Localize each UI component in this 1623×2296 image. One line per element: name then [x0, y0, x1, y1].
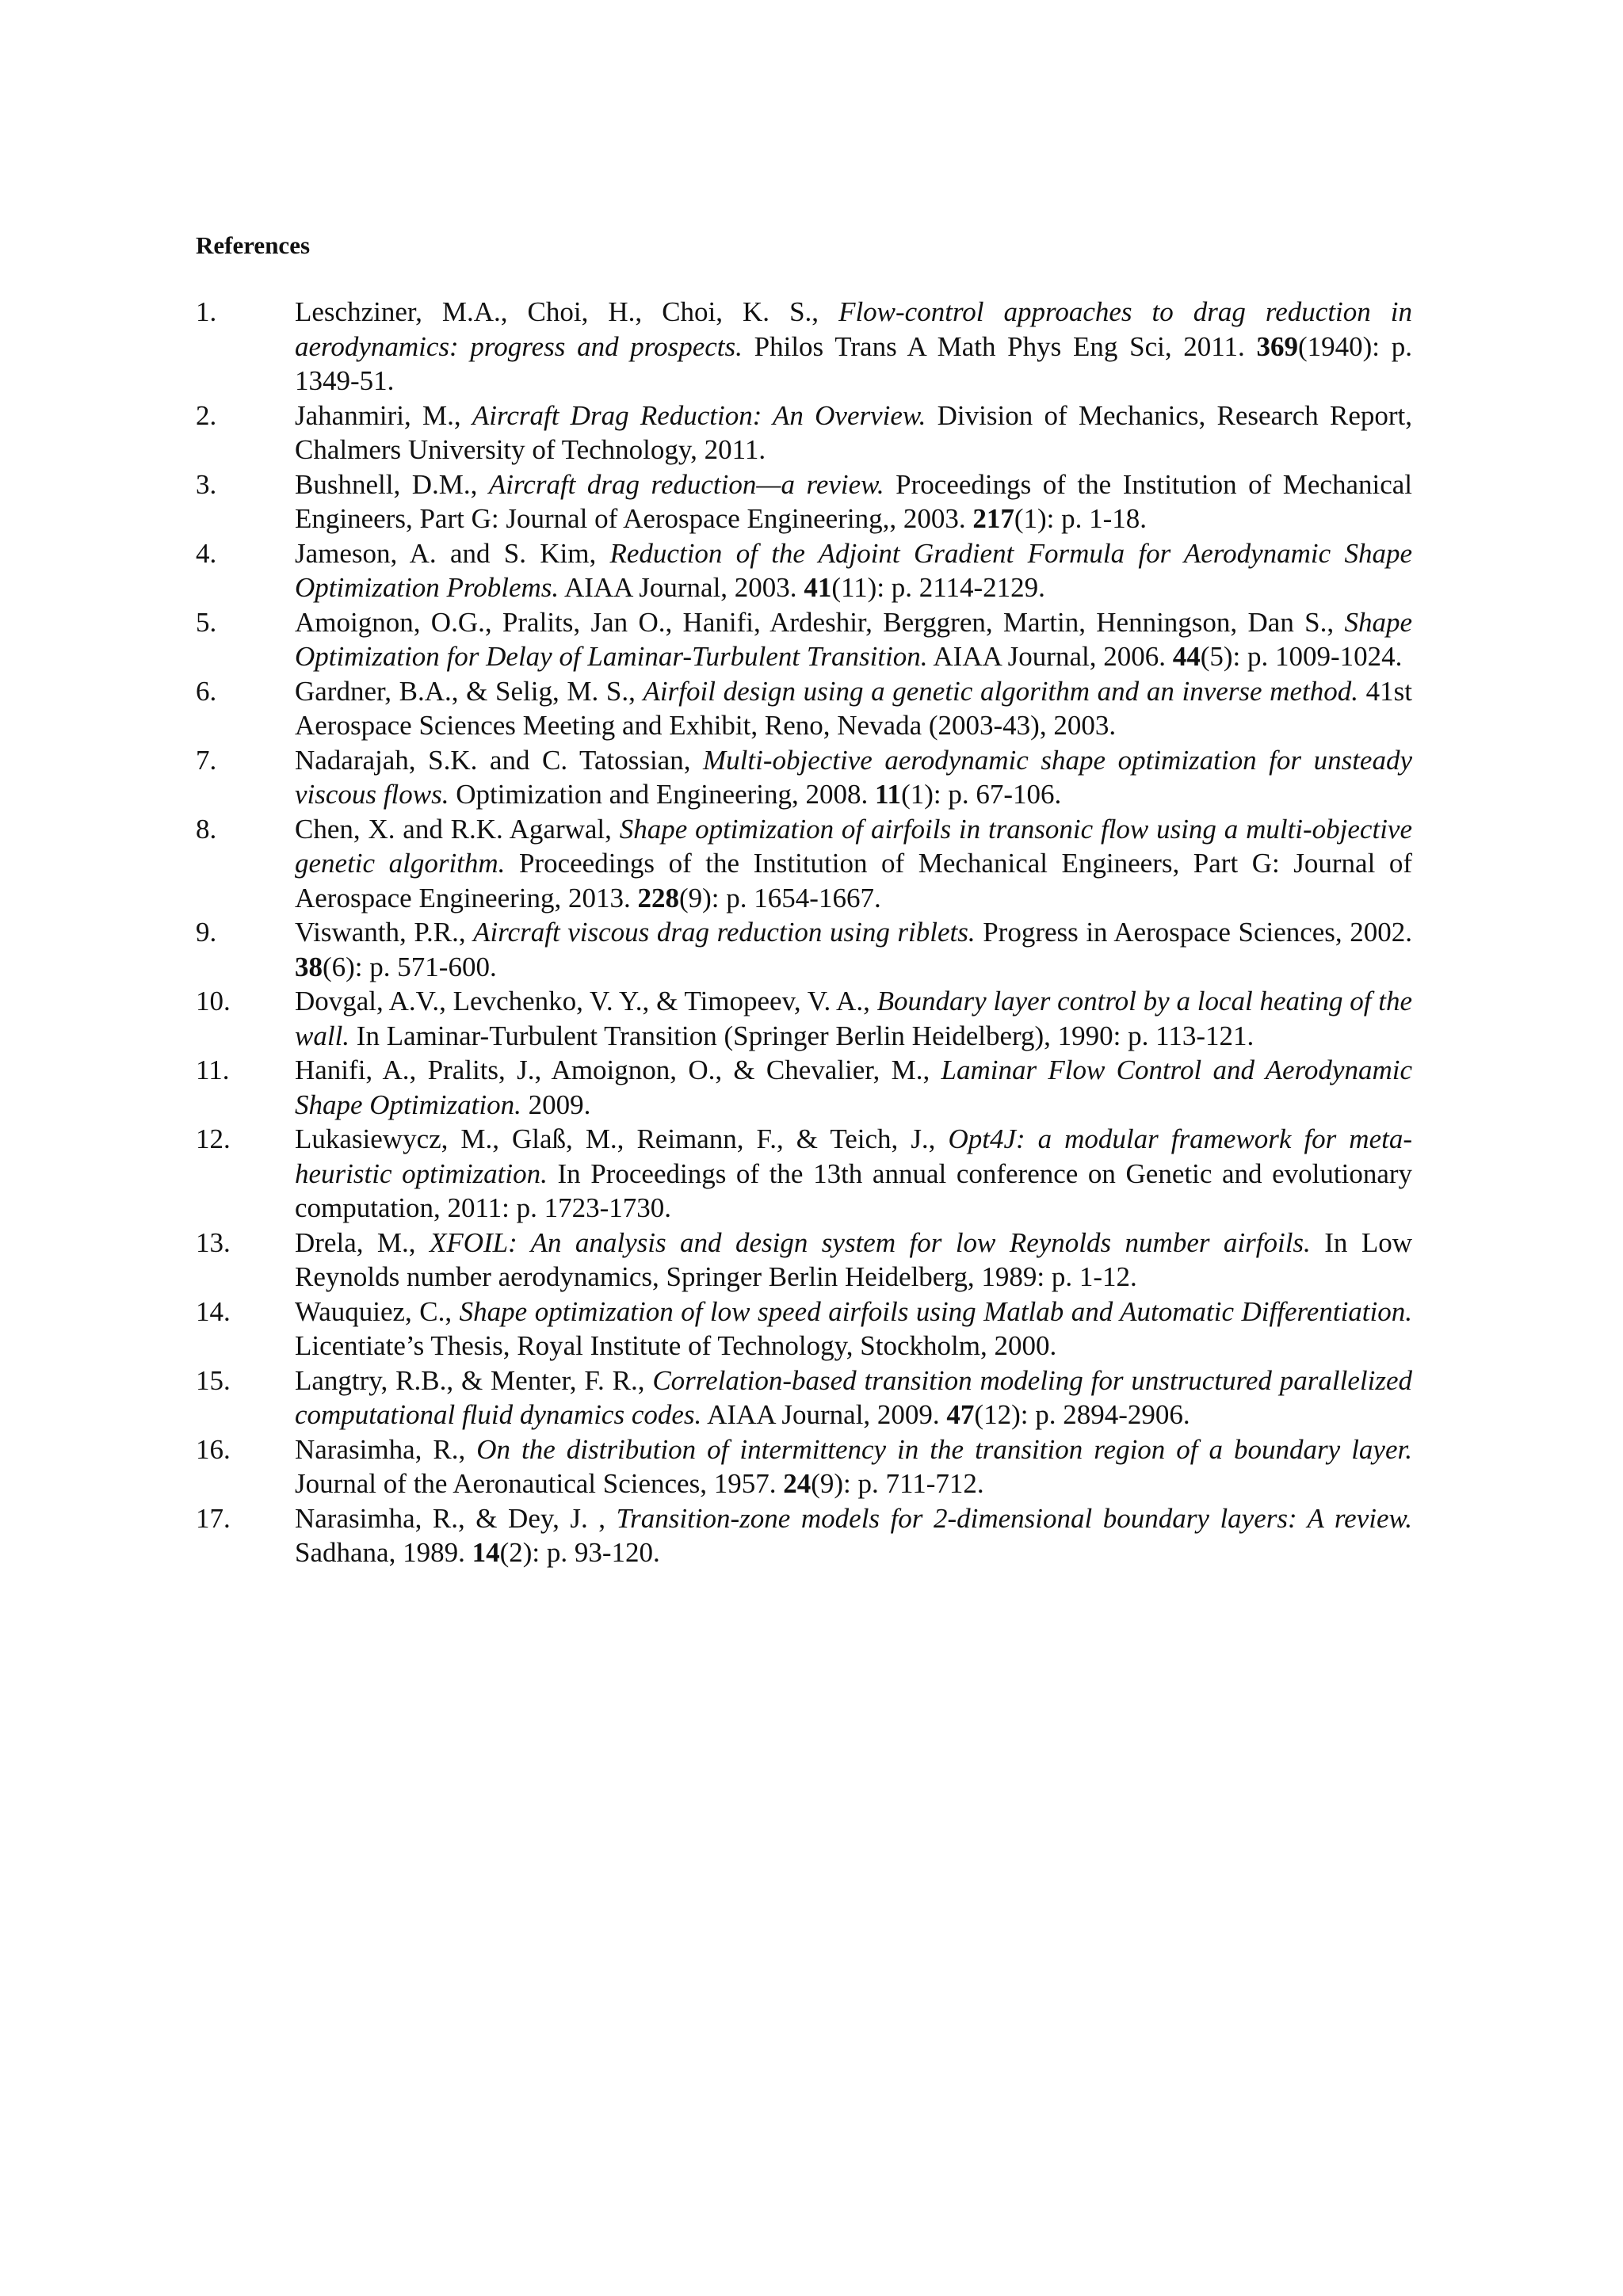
- reference-authors: Lukasiewycz, M., Glaß, M., Reimann, F., & Teich, J.,: [295, 1123, 949, 1154]
- reference-number: 16.: [196, 1433, 231, 1465]
- reference-source: Progress in Aerospace Sciences, 2002.: [975, 917, 1413, 948]
- reference-volume: 11: [874, 779, 902, 810]
- reference-source: In Low Reynolds number aerodynamics, Springer Berlin Heidelberg, 1989: p. 1-12.: [295, 1226, 1412, 1292]
- reference-item: [196, 743, 1412, 812]
- reference-source: Division of Mechanics, Research Report, Chalmers University of Technology, 2011.: [295, 399, 1413, 465]
- reference-source: AIAA Journal, 2009.: [701, 1399, 947, 1430]
- reference-item: [196, 1432, 1412, 1501]
- reference-title: Multi-objective aerodynamic shape optimization for unsteady viscous flows.: [295, 744, 1412, 810]
- reference-authors: Narasimha, R.,: [295, 1433, 477, 1465]
- reference-source: Sadhana, 1989.: [295, 1537, 472, 1568]
- reference-source: AIAA Journal, 2003.: [559, 572, 804, 603]
- reference-item: [196, 399, 1412, 467]
- reference-title: Laminar Flow Control and Aerodynamic Shape Optimization.: [295, 1055, 1412, 1120]
- reference-authors: Narasimha, R., & Dey, J. ,: [295, 1502, 617, 1534]
- reference-title: Aircraft drag reduction—a review.: [488, 468, 884, 500]
- reference-number: 11.: [196, 1055, 230, 1085]
- reference-text: [295, 536, 1412, 605]
- reference-list: [196, 295, 1412, 1570]
- reference-source: Proceedings of the Institution of Mechanical Engineers, Part G: Journal of Aerospace Engineering, 2013.: [295, 848, 1412, 913]
- reference-title: Aircraft Drag Reduction: An Overview.: [472, 399, 926, 431]
- reference-pages: (11): p. 2114-2129.: [831, 572, 1045, 603]
- reference-authors: Amoignon, O.G., Pralits, Jan O., Hanifi, Ardeshir, Berggren, Martin, Henningson, Dan S.,: [295, 606, 1345, 638]
- reference-title: Flow-control approaches to drag reduction in aerodynamics: progress and prospects.: [295, 296, 1413, 362]
- reference-volume: 47: [946, 1399, 975, 1430]
- reference-item: [196, 1122, 1412, 1226]
- reference-item: [196, 295, 1412, 399]
- reference-authors: Leschziner, M.A., Choi, H., Choi, K. S.,: [295, 296, 839, 327]
- reference-pages: (9): p. 711-712.: [811, 1468, 984, 1499]
- reference-item: [196, 812, 1412, 916]
- reference-volume: 228: [637, 882, 679, 913]
- reference-title: Transition-zone models for 2-dimensional boundary layers: A review.: [616, 1502, 1412, 1534]
- reference-volume: 217: [972, 503, 1014, 534]
- reference-title: Aircraft viscous drag reduction using riblets.: [473, 917, 976, 948]
- reference-volume: 44: [1172, 641, 1201, 672]
- reference-text: [295, 812, 1412, 916]
- reference-authors: Drela, M.,: [295, 1226, 430, 1258]
- reference-pages: (2): p. 93-120.: [499, 1537, 660, 1568]
- reference-source: Journal of the Aeronautical Sciences, 1957.: [295, 1468, 784, 1499]
- reference-text: [295, 605, 1412, 674]
- reference-authors: Langtry, R.B., & Menter, F. R.,: [295, 1364, 653, 1396]
- reference-title: Reduction of the Adjoint Gradient Formula for Aerodynamic Shape Optimization Problems.: [295, 537, 1412, 603]
- references-heading: References: [196, 231, 311, 259]
- reference-source: 2009.: [521, 1089, 591, 1120]
- reference-number: 6.: [196, 675, 217, 707]
- reference-item: [196, 1226, 1412, 1295]
- reference-text: [295, 1122, 1412, 1226]
- reference-number: 9.: [196, 917, 217, 948]
- reference-item: [196, 467, 1412, 536]
- reference-item: [196, 536, 1412, 605]
- reference-title: Airfoil design using a genetic algorithm and an inverse method.: [643, 675, 1358, 707]
- reference-authors: Gardner, B.A., & Selig, M. S.,: [295, 675, 643, 707]
- reference-authors: Viswanth, P.R.,: [295, 917, 474, 948]
- reference-title: Shape optimization of low speed airfoils using Matlab and Automatic Differentiation.: [459, 1295, 1412, 1327]
- reference-pages: (1940): p. 1349-51.: [295, 330, 1412, 396]
- reference-text: [295, 915, 1412, 984]
- reference-item: [196, 605, 1412, 674]
- reference-volume: 24: [783, 1468, 812, 1499]
- reference-volume: 369: [1256, 330, 1298, 362]
- reference-authors: Hanifi, A., Pralits, J., Amoignon, O., & Chevalier, M.,: [295, 1055, 941, 1085]
- reference-number: 12.: [196, 1123, 231, 1154]
- reference-pages: (6): p. 571-600.: [323, 951, 497, 982]
- reference-item: [196, 1053, 1412, 1122]
- reference-text: [295, 399, 1412, 467]
- reference-number: 1.: [196, 296, 217, 327]
- reference-source: 41st Aerospace Sciences Meeting and Exhibit, Reno, Nevada (2003-43), 2003.: [295, 675, 1412, 741]
- reference-authors: Jameson, A. and S. Kim,: [295, 537, 610, 569]
- reference-source: In Laminar-Turbulent Transition (Springer Berlin Heidelberg), 1990: p. 113-121.: [349, 1020, 1254, 1051]
- reference-number: 7.: [196, 744, 217, 776]
- reference-pages: (1): p. 1-18.: [1014, 503, 1148, 534]
- reference-title: On the distribution of intermittency in the transition region of a boundary layer.: [476, 1433, 1412, 1465]
- reference-number: 4.: [196, 537, 217, 569]
- reference-text: [295, 674, 1412, 743]
- reference-pages: (5): p. 1009-1024.: [1200, 641, 1403, 672]
- reference-text: [295, 1363, 1412, 1432]
- reference-title: Shape Optimization for Delay of Laminar-Turbulent Transition.: [295, 606, 1412, 672]
- reference-authors: Nadarajah, S.K. and C. Tatossian,: [295, 744, 704, 776]
- reference-number: 8.: [196, 813, 217, 845]
- reference-title: Opt4J: a modular framework for meta-heuristic optimization.: [295, 1123, 1412, 1189]
- reference-volume: 38: [295, 951, 323, 982]
- reference-item: [196, 1501, 1412, 1570]
- reference-text: [295, 1501, 1412, 1570]
- reference-number: 5.: [196, 606, 217, 638]
- reference-text: [295, 1295, 1412, 1363]
- reference-number: 14.: [196, 1295, 231, 1327]
- reference-number: 17.: [196, 1502, 231, 1534]
- reference-pages: (12): p. 2894-2906.: [974, 1399, 1190, 1430]
- reference-source: AIAA Journal, 2006.: [927, 641, 1173, 672]
- reference-text: [295, 743, 1412, 812]
- reference-authors: Chen, X. and R.K. Agarwal,: [295, 813, 620, 845]
- reference-authors: Dovgal, A.V., Levchenko, V. Y., & Timopeev, V. A.,: [295, 986, 877, 1016]
- reference-text: [295, 467, 1412, 536]
- reference-authors: Jahanmiri, M.,: [295, 399, 472, 431]
- reference-number: 15.: [196, 1364, 231, 1396]
- reference-authors: Bushnell, D.M.,: [295, 468, 489, 500]
- reference-volume: 14: [472, 1537, 500, 1568]
- reference-item: [196, 674, 1412, 743]
- reference-authors: Wauquiez, C.,: [295, 1295, 460, 1327]
- reference-volume: 41: [804, 572, 832, 603]
- reference-item: [196, 984, 1412, 1053]
- reference-text: [295, 295, 1412, 399]
- reference-pages: (9): p. 1654-1667.: [679, 882, 881, 913]
- reference-item: [196, 1363, 1412, 1432]
- reference-number: 10.: [196, 986, 231, 1016]
- reference-text: [295, 1226, 1412, 1295]
- reference-number: 13.: [196, 1226, 231, 1258]
- reference-pages: (1): p. 67-106.: [901, 779, 1062, 810]
- reference-title: Boundary layer control by a local heating of the wall.: [295, 986, 1412, 1051]
- reference-title: Correlation-based transition modeling for unstructured parallelized computational fluid dynamics codes.: [295, 1364, 1413, 1430]
- reference-source: Proceedings of the Institution of Mechanical Engineers, Part G: Journal of Aerospace Engineering,, 2003.: [295, 468, 1413, 534]
- reference-source: Licentiate’s Thesis, Royal Institute of Technology, Stockholm, 2000.: [295, 1330, 1057, 1361]
- reference-text: [295, 1432, 1412, 1501]
- reference-source: Philos Trans A Math Phys Eng Sci, 2011.: [742, 330, 1257, 362]
- reference-number: 2.: [196, 399, 217, 431]
- reference-text: [295, 1053, 1412, 1122]
- reference-item: [196, 1295, 1412, 1363]
- reference-title: XFOIL: An analysis and design system for low Reynolds number airfoils.: [429, 1226, 1311, 1258]
- reference-source: In Proceedings of the 13th annual conference on Genetic and evolutionary computation, 2011: p. 1723-1730.: [295, 1158, 1413, 1223]
- reference-number: 3.: [196, 468, 217, 500]
- reference-source: Optimization and Engineering, 2008.: [449, 779, 875, 810]
- reference-title: Shape optimization of airfoils in transonic flow using a multi-objective genetic algorithm.: [295, 813, 1412, 879]
- reference-item: [196, 915, 1412, 984]
- reference-text: [295, 984, 1412, 1053]
